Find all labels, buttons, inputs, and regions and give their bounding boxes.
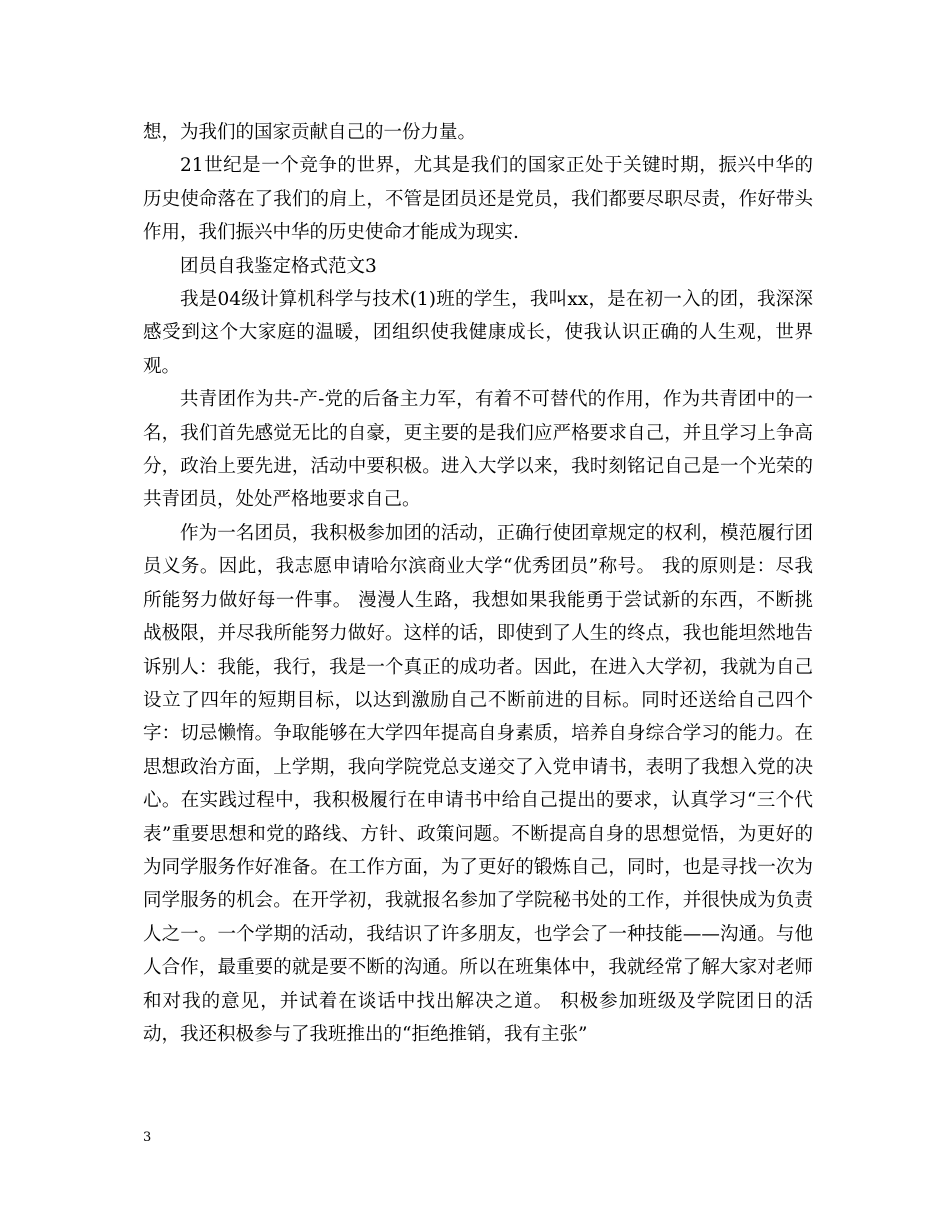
paragraph-continuation: 想，为我们的国家贡献自己的一份力量。: [143, 122, 477, 143]
paragraph-youth-league: 共青团作为共-产-党的后备主力军，有着不可替代的作用，作为共青团中的一名，我们首先感觉无比的自豪，更主要的是我们应严格要求自己，并且学习上争高分，政治上要先进，活动中要积极。进入大学以来，我时刻铭记自己是一个光荣的共青团员，处处严格地要求自己。: [143, 389, 813, 511]
paragraph-member-duties: 作为一名团员，我积极参加团的活动，正确行使团章规定的权利，模范履行团员义务。因此，我志愿申请哈尔滨商业大学“优秀团员”称号。 我的原则是：尽我所能努力做好每一件事。 漫漫人生路，我想如果我能勇于尝试新的东西，不断挑战极限，并尽我所能努力做好。这样的话，即使到了人生的终点，我也能坦然地告诉别人：我能，我行，我是一个真正的成功者。因此，在进入大学初，我就为自己设立了四年的短期目标，以达到激励自己不断前进的目标。同时还送给自己四个字：切忌懒惰。争取能够在大学四年提高自身素质，培养自身综合学习的能力。在思想政治方面，上学期，我向学院党总支递交了入党申请书，表明了我想入党的决心。在实践过程中，我积极履行在申请书中给自己提出的要求，认真学习“三个代表”重要思想和党的路线、方针、政策问题。不断提高自身的思想觉悟，为更好的为同学服务作好准备。在工作方面，为了更好的锻炼自己，同时，也是寻找一次为同学服务的机会。在开学初，我就报名参加了学院秘书处的工作，并很快成为负责人之一。一个学期的活动，我结识了许多朋友，也学会了一种技能——沟通。与他人合作，最重要的就是要不断的沟通。所以在班集体中，我就经常了解大家对老师和对我的意见，并试着在谈话中找出解决之道。 积极参加班级及学院团日的活动，我还积极参与了我班推出的“拒绝推销，我有主张”: [143, 522, 813, 1045]
page-number: 3: [143, 1130, 152, 1145]
paragraph-introduction: 我是04级计算机科学与技术(1)班的学生，我叫xx，是在初一入的团，我深深感受到这个大家庭的温暖，团组织使我健康成长，使我认识正确的人生观，世界观。: [143, 289, 813, 377]
paragraph-21st-century: 21世纪是一个竞争的世界，尤其是我们的国家正处于关键时期，振兴中华的历史使命落在了我们的肩上，不管是团员还是党员，我们都要尽职尽责，作好带头作用，我们振兴中华的历史使命才能成为现实.: [143, 155, 813, 244]
document-body: [143, 116, 813, 1051]
section-heading: 团员自我鉴定格式范文3: [180, 255, 377, 277]
